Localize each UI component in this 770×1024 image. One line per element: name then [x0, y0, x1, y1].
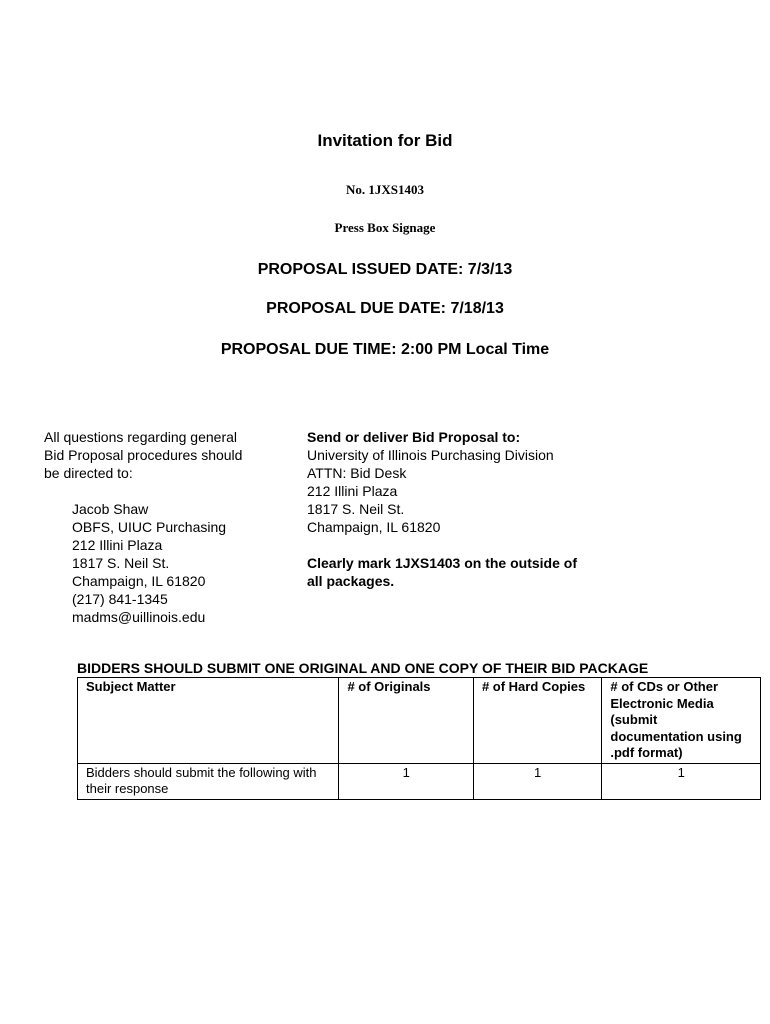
contact-block [72, 500, 284, 626]
questions-intro-line: be directed to: [44, 465, 133, 481]
contact-city: Champaign, IL 61820 [72, 573, 206, 589]
delivery-address-line: ATTN: Bid Desk [307, 465, 407, 481]
questions-intro [44, 428, 284, 482]
delivery-address-line: 212 Illini Plaza [307, 483, 398, 499]
header-subject-matter: Subject Matter [78, 678, 339, 764]
cell-subject: Bidders should submit the following with their response [78, 763, 339, 799]
contact-street-2: 1817 S. Neil St. [72, 555, 170, 571]
header-originals: # of Originals [339, 678, 474, 764]
cell-hard-copies: 1 [473, 763, 601, 799]
proposal-due-time: PROPOSAL DUE TIME: 2:00 PM Local Time [220, 341, 550, 358]
contact-department: OBFS, UIUC Purchasing [72, 519, 227, 535]
delivery-address-line: Champaign, IL 61820 [307, 519, 441, 535]
table-row [78, 763, 761, 799]
contact-street: 212 Illini Plaza [72, 537, 163, 553]
bid-subject: Press Box Signage [334, 220, 436, 235]
questions-section [44, 428, 284, 626]
delivery-section [307, 428, 627, 590]
bid-submission-table [77, 677, 761, 800]
contact-phone: (217) 841-1345 [72, 591, 168, 607]
document-title: Invitation for Bid [317, 131, 453, 150]
bid-table-caption: BIDDERS SHOULD SUBMIT ONE ORIGINAL AND ONE COPY OF THEIR BID PACKAGE [77, 660, 649, 676]
proposal-due-date: PROPOSAL DUE DATE: 7/18/13 [266, 300, 504, 317]
proposal-issued-date: PROPOSAL ISSUED DATE: 7/3/13 [257, 261, 513, 278]
table-header-row [78, 678, 761, 764]
bid-number: No. 1JXS1403 [345, 182, 424, 197]
package-marking-line: all packages. [307, 573, 395, 589]
package-marking-line: Clearly mark 1JXS1403 on the outside of [307, 555, 577, 571]
delivery-address-line: 1817 S. Neil St. [307, 501, 405, 517]
cell-electronic-media: 1 [602, 763, 761, 799]
package-marking-note [307, 554, 627, 590]
questions-intro-line: Bid Proposal procedures should [44, 447, 243, 463]
header-electronic-media: # of CDs or Other Electronic Media (submit documentation using .pdf format) [602, 678, 761, 764]
header-hard-copies: # of Hard Copies [473, 678, 601, 764]
delivery-address-line: University of Illinois Purchasing Division [307, 447, 554, 463]
delivery-address [307, 446, 627, 536]
contact-name: Jacob Shaw [72, 501, 149, 517]
delivery-heading: Send or deliver Bid Proposal to: [307, 429, 521, 445]
cell-originals: 1 [339, 763, 474, 799]
questions-intro-line: All questions regarding general [44, 429, 238, 445]
contact-email[interactable]: madms@uillinois.edu [72, 609, 206, 625]
